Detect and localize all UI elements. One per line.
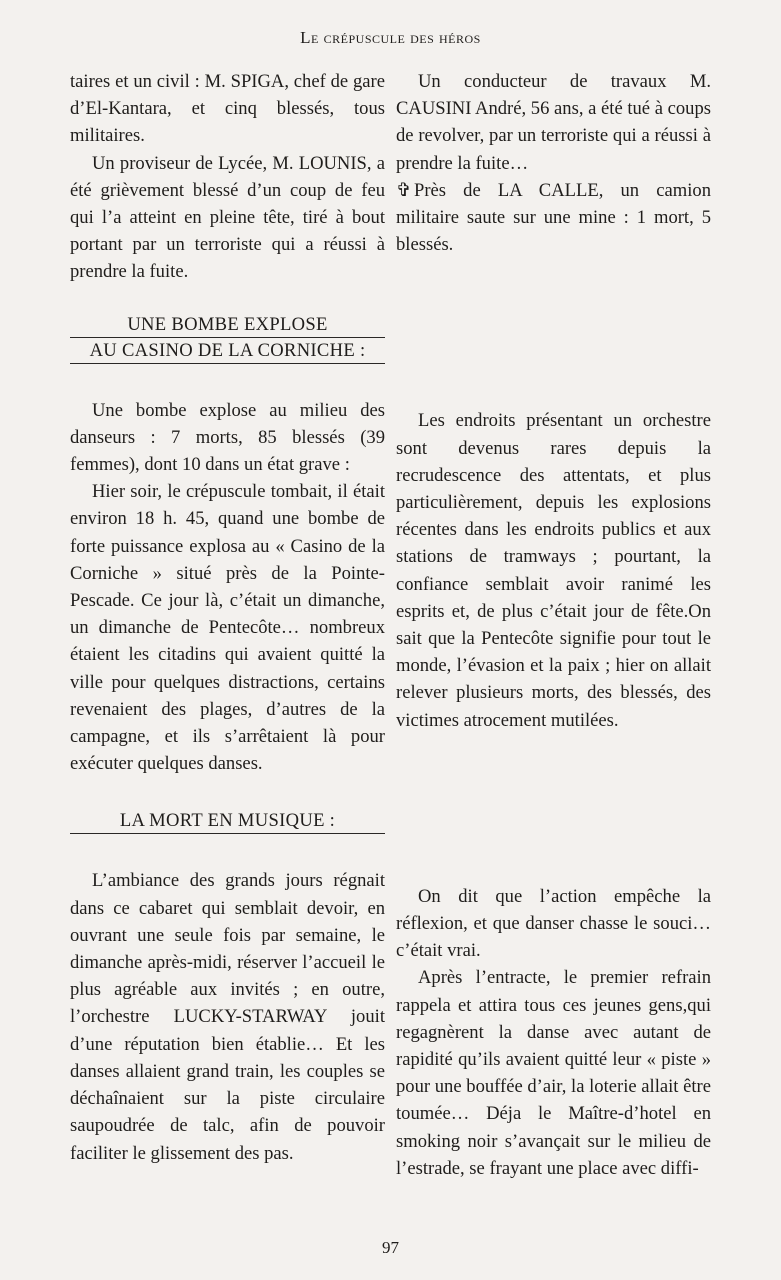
heading-line: LA MORT EN MUSIQUE : [70,808,385,834]
paragraph: Une bombe explose au milieu des danseurs : 7 morts, 85 blessés (39 femmes), dont 10 dans un état grave : [70,399,385,476]
paragraph: L’ambiance des grands jours régnait dans ce cabaret qui semblait devoir, en ouvrant une seule fois par semaine, le dimanche après-midi, réserver l’accueil le plus agréable aux invités ; en outre, l’orchestre LUCKY-STARWAY jouit d’une réputation bien établie… Et les danses allaient grand train, les couples se déchaînaient sur la piste circulaire saupoudrée de talc, afin de pouvoir faciliter le glissement des pas. [70,870,385,1164]
section-heading-bombe [70,312,385,364]
section-heading-mort [70,808,385,834]
paragraph: Hier soir, le crépuscule tombait, il était environ 18 h. 45, quand une bombe de forte puissance explosa au « Casino de la Corniche » situé près de la Pointe-Pescade. Ce jour là, c’était un dimanche, un dimanche de Pentecôte… nombreux étaient les citadins qui avaient quitté la ville pour quelques distractions, certains revenaient des plages, d’autres de la campagne, et ils s’arrêtaient là pour exécuter quelques danses. [70,481,385,775]
paragraph: Un conducteur de travaux M. CAUSINI André, 56 ans, a été tué à coups de revolver, par un terroriste qui a réussi à prendre la fuite… [396,71,711,174]
left-column [70,68,385,1167]
paragraph: On dit que l’action empêche la réflexion, et que danser chasse le souci… c’était vrai. [396,885,711,962]
paragraph: Après l’entracte, le premier refrain rappela et attira tous ces jeunes gens,qui regagnèrent la danse avec autant de rapidité qu’ils avaient quitté leur « piste » pour une bouffée d’air, la loterie allait être toumée… Déja le Maître-d’hotel en smoking noir s’avançait sur le milieu de l’estrade, se frayant une place avec diffi- [396,967,711,1179]
paragraph-text: Près de LA CALLE, un camion militaire saute sur une mine : 1 mort, 5 blessés. [396,179,711,256]
running-title [0,28,781,48]
paragraph-with-cross [396,177,711,259]
paragraph: taires et un civil : M. SPIGA, chef de gare d’El-Kantara, et cinq blessés, tous militaires. [70,71,385,147]
page-number: 97 [382,1238,399,1257]
heading-line: AU CASINO DE LA CORNICHE : [70,338,385,364]
paragraph: Un proviseur de Lycée, M. LOUNIS, a été grièvement blessé d’un coup de feu qui l’a atteint en pleine tête, tiré à bout portant par un terroriste qui a réussi à prendre la fuite. [70,152,385,283]
running-title-text: Le crépuscule des héros [300,28,481,47]
cross-icon: ✞ [396,179,412,201]
right-column [396,68,711,1182]
paragraph: Les endroits présentant un orchestre sont devenus rares depuis la recrudescence des attentats, et plus particulièrement, depuis les explosions récentes dans les endroits publics et aux stations de tramways ; pourtant, la confiance semblait avoir ranimé les esprits et, de plus c’était jour de fête.On sait que la Pentecôte signifie pour tout le monde, l’évasion et la paix ; hier on allait relever plusieurs morts, des blessés, des victimes atrocement mutilées. [396,410,711,731]
heading-line: UNE BOMBE EXPLOSE [70,312,385,338]
